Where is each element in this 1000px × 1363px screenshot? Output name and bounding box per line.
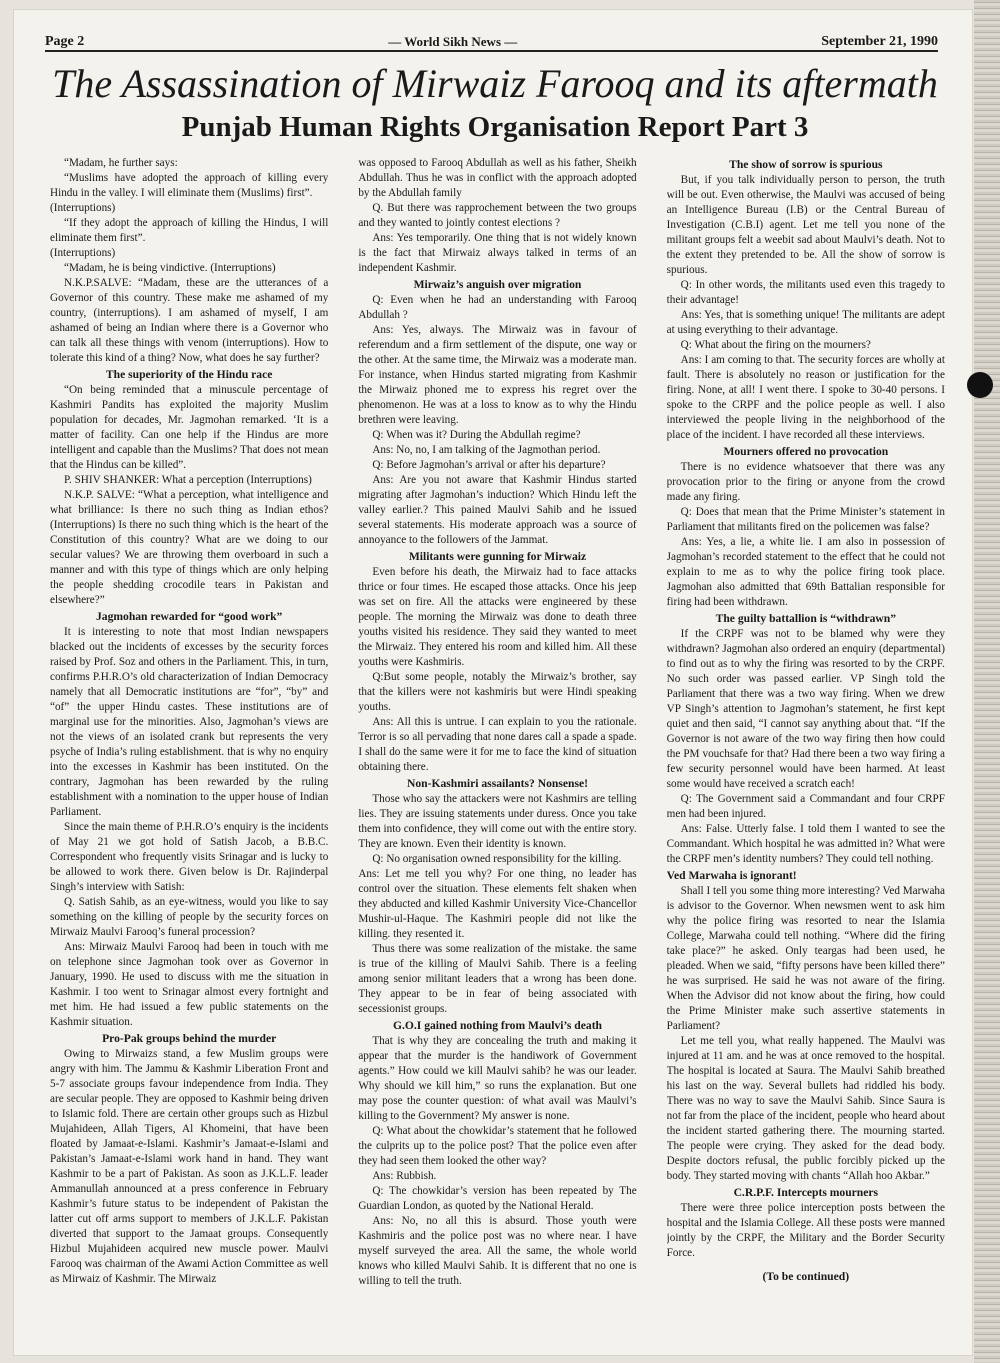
paragraph: P. SHIV SHANKER: What a perception (Interruptions) (64, 474, 312, 486)
paragraph: “Madam, he is being vindictive. (Interruptions) (64, 262, 276, 274)
publication-name: — World Sikh News — (388, 34, 518, 49)
section-heading: Jagmohan rewarded for “good work” (95, 610, 283, 623)
running-header (45, 24, 938, 52)
binding-edge (974, 0, 1000, 1363)
section-heading: Pro-Pak groups behind the murder (102, 1032, 277, 1045)
paragraph: Those who say the attackers were not Kashmirs are telling lies. They are issuing statements under duress. Once you take them into confidence, they will come out with the entire story. They are known. Even their identity is known. (358, 793, 637, 850)
punch-hole (967, 372, 993, 398)
paragraph: Shall I tell you some thing more interesting? Ved Marwaha is advisor to the Governor. When newsmen went to ask him why the police firing was resorted to near the Islamia College, Marwaha could tell nothing. “Where did the firing take place?” he asked. Only teargas had been used, he pleaded. When we said, “fifty persons have been killed there” he was surprised. He said he was not aware of the firing. When the Advisor did not know about the firing, how could the Prime Minister make such assertive statements in Parliament? (666, 885, 945, 1032)
paragraph: Ans: Yes, that is something unique! The militants are adept at using everything to their advantage. (666, 309, 945, 336)
paragraph: Ans: No, no, I am talking of the Jagmothan period. (372, 444, 601, 456)
section-heading: Ved Marwaha is ignorant! (666, 869, 797, 882)
headline-block (30, 60, 960, 144)
column-2 (358, 156, 636, 1336)
paragraph: But, if you talk individually person to person, the truth will be out. Even otherwise, the Maulvi was accused of being an Intelligence Bureau (I.B) or the Central Bureau of Investigation (C.B.I) agent. Let me tell you none of the militant groups felt a weebit sad about Maulvi’s death. Not to the extent they pretended to be. All the show of sorrow is spurious. (666, 174, 945, 276)
column-1 (50, 156, 328, 1336)
paragraph: “If they adopt the approach of killing the Hindus, I will eliminate them first”. (50, 217, 329, 244)
section-heading: Non-Kashmiri assailants? Nonsense! (406, 777, 588, 790)
paragraph: Even before his death, the Mirwaiz had to face attacks thrice or four times. He escaped those attacks. Once his jeep was set on fire. All the attacks were engineered by these people. The morning the Mirwaiz was done to death three youths visited his residence. They said they wanted to meet the Mirwaiz. They entered his room and killed him. All these youths were Kashmiris. (358, 566, 637, 668)
section-heading: The superiority of the Hindu race (105, 368, 273, 381)
article-title: The Assassination of Mirwaiz Farooq and its aftermath (52, 61, 938, 106)
issue-date: September 21, 1990 (821, 34, 938, 49)
paragraph: Owing to Mirwaizs stand, a few Muslim groups were angry with him. The Jammu & Kashmir Liberation Front and 5-7 associate groups favour independence from India. They are secular people. They are opposed to Kashmir being driven to Islamic fold. There are certain other groups such as Hizbul Mujahideen, Allah Tigers, Al Khomeini, that have been floated by Jamaat-e-Islami. Kashmir’s Jamaat-e-Islami and Pakistan’s Jamaat-e-Islami work hand in hand. They want Kashmir to be a part of Pakistan. As soon as J.K.L.F. leader Ammanullah announced at a press conference in February Kashmir’s future status to be independent of Pakistan the latter cut off arms support to members of J.K.L.F. Pakistan diverted that support to the Jamaat groups. Consequently Hizbul Mujahideen acquired new muscle power. Maulvi Farooq was chairman of the Awami Action Committee as well as Mirwaiz of Kashmir. The Mirwaiz (50, 1048, 329, 1285)
continued-note: (To be continued) (762, 1270, 850, 1283)
section-heading: The guilty battallion is “withdrawn” (715, 612, 897, 625)
paragraph: Since the main theme of P.H.R.O’s enquiry is the incidents of May 21 we got hold of Satish Jacob, a B.B.C. Correspondent who frequently visits Srinagar and is lucky to be allowed to work there. Given below is Dr. Rajinderpal Singh’s interview with Satish: (50, 821, 329, 893)
paragraph: Ans: False. Utterly false. I told them I wanted to see the Commandant. Which hospital he was admitted in? What were the CRPF men’s identity numbers? They could tell nothing. (666, 823, 945, 865)
paragraph: Q: No organisation owned responsibility for the killing. (372, 853, 622, 865)
paragraph: If the CRPF was not to be blamed why were they withdrawn? Jagmohan also ordered an enquiry (departmental) to find out as to why the firing was resorted to by the CRPF. No such order was passed earlier. VP Singh told the Parliament that there was a two way firing. When we drew VP Singh’s attention to Jagmohan’s statement, he first kept quiet and then said, “I cannot say anything about that. “If the Governor is not aware of the two way firing then how could the PM vouchsafe for that? Had there been a two way firing a few security personnel would have been harmed. At least some would have received a scratch each! (666, 628, 945, 790)
article-subtitle: Punjab Human Rights Organisation Report Part 3 (181, 111, 809, 143)
paragraph: Ans: Let me tell you why? For one thing, no leader has control over the situation. These elements felt shaken when they abducted and killed Kashmir University Vice-Chancellor Mushir-ul-Haque. The Kashmiri people did not like the killing. they resented it. (358, 868, 637, 940)
paragraph: Ans: All this is untrue. I can explain to you the rationale. Terror is so all pervading that none dares call a spade a spade. I shall do the same were it for me to face the kind of situation obtaining there. (358, 716, 637, 773)
paragraph: Q: What about the firing on the mourners? (680, 339, 871, 351)
paragraph: Q: The Government said a Commandant and four CRPF men had been injured. (666, 793, 945, 820)
paragraph: Let me tell you, what really happened. The Maulvi was injured at 11 am. and he was at once removed to the hospital. The hospital is located at Saura. The Maulvi Sahib breathed his last on the way. Several bullets had riddled his body. There was no way to save the Maulvi Sahib. Since Saura is not far from the place of the incident, people who heard about the incident started gathering there. The mourning started. The people were crying. They asked for the dead body. Despite doctors refusal, the public forcibly picked up the body. They started moving with chants “Allah hoo Akbar.” (666, 1035, 945, 1182)
section-heading: Mourners offered no provocation (723, 445, 889, 458)
paragraph: Ans: I am coming to that. The security forces are wholly at fault. There is absolutely no reason or justification for the firing. None, at all! I went there. I spoke to 30-40 persons. I spoke to the CRPF and the police people as well. I also interviewed the people living in the neighborhood of the place of the incident. I have recorded all these interviews. (666, 354, 945, 441)
paragraph: Ans: Yes temporarily. One thing that is not widely known is the fact that Mirwaiz always talked in terms of an independent Kashmir. (358, 232, 637, 274)
paragraph: Q:But some people, notably the Mirwaiz’s brother, say that the killers were not kashmiris but were Hindi speaking youths. (358, 671, 637, 713)
paragraph: Ans: Rubbish. (372, 1170, 437, 1182)
paragraph: N.K.P. SALVE: “What a perception, what intelligence and what brilliance: Is there no such thing as Indian ethos? (Interruptions) Is there no such thing which is the heart of the Constitution of this country? What are we doing to our secular values? We are throwing them overboard in such a manner and with this type of things which are only helping the people shedding crocodile tears in Pakistan and elsewhere?” (50, 489, 329, 606)
paragraph: Ans: No, no all this is absurd. Those youth were Kashmiris and the police post was no where near. I have myself surveyed the area. All the same, the whole world knows who killed Maulvi Sahib. It is different that no one is willing to tell the truth. (358, 1215, 637, 1287)
paragraph: Q: When was it? During the Abdullah regime? (372, 429, 581, 441)
paragraph: Q: Even when he had an understanding with Farooq Abdullah ? (358, 294, 637, 321)
paragraph: Q: Does that mean that the Prime Minister’s statement in Parliament that militants fired on the policemen was false? (666, 506, 945, 533)
article-columns (50, 156, 945, 1336)
paragraph: Ans: Yes, always. The Mirwaiz was in favour of referendum and a firm settlement of the dispute, one way or the other. At the same time, the Mirwaiz was a moderate man. For instance, when Hindus started migrating from Kashmir the Mirwaiz phoned me to express his regret over the phenomenon. He was at a loss to know as to why the Hindu brethren were leaving. (358, 324, 637, 426)
paragraph: Q: What about the chowkidar’s statement that he followed the culprits up to the police post? That the police even after they had seen them looked the other way? (358, 1125, 637, 1167)
paragraph: Ans: Mirwaiz Maulvi Farooq had been in touch with me on telephone since Jagmohan took over as Governor in January, 1990. He used to discuss with me the situation in Kashmir. I too went to Srinagar almost every fortnight and met him. He had issued a few public statements on the Kashmir situation. (50, 941, 329, 1028)
paragraph: “On being reminded that a minuscule percentage of Kashmiri Pandits has exploited the majority Muslim population for decades, Mr. Jagmohan remarked. ‘It is a matter of facility. Can one help if the Hindus are more intelligent and capable than the Muslims? That does not mean that the Hindus can be killed”. (50, 384, 329, 471)
paragraph: “Muslims have adopted the approach of killing every Hindu in the valley. I will eliminate them (Muslims) first”. (50, 172, 329, 199)
paragraph: N.K.P.SALVE: “Madam, these are the utterances of a Governor of this country. These make me ashamed of my country, (interruptions). I am ashamed of myself, I am ashamed of being an Indian where there is a Governor who can talk all these things with venom (interruptions). How to tolerate this kind of a thing? Now, what does he say further? (50, 277, 329, 364)
section-heading: C.R.P.F. Intercepts mourners (733, 1186, 879, 1199)
page-number: Page 2 (45, 34, 85, 49)
paragraph: Q. Satish Sahib, as an eye-witness, would you like to say something on the killing of people by the security forces on Mirwaiz Maulvi Farooq’s funeral procession? (50, 896, 329, 938)
paragraph: (Interruptions) (50, 247, 116, 259)
paragraph: Q. But there was rapprochement between the two groups and they wanted to jointly contest elections ? (358, 202, 637, 229)
paragraph: Thus there was some realization of the mistake. the same is true of the killing of Maulvi Sahib. There is a feeling among senior militant leaders that a wrong has been done. They appear to be in fear of being associated with secessionist groups. (358, 943, 637, 1015)
paragraph: Ans: Are you not aware that Kashmir Hindus started migrating after Jagmohan’s induction? Which Hindu left the valley earlier.? This pained Maulvi Sahib and he issued several statements. His moderate approach was a source of annoyance to the followers of the Jammat. (358, 474, 637, 546)
section-heading: Militants were gunning for Mirwaiz (408, 550, 587, 563)
paragraph: Q: Before Jagmohan’s arrival or after his departure? (372, 459, 606, 471)
section-heading: The show of sorrow is spurious (729, 158, 883, 171)
paragraph: “Madam, he further says: (64, 157, 178, 169)
paragraph: Q: The chowkidar’s version has been repeated by The Guardian London, as quoted by the National Herald. (358, 1185, 637, 1212)
paragraph: Q: In other words, the militants used even this tragedy to their advantage! (666, 279, 945, 306)
paragraph: It is interesting to note that most Indian newspapers blacked out the incidents of excesses by the security forces raised by Prof. Soz and others in the Parliament. This, in turn, confirms P.H.R.O’s old characterization of Indian Democracy namely that all Democratic institutions are “for”, “by” and “of” the upper Hindu castes. These institutions are of marginal use for the minorities. Also, Jagmohan’s views are not the views of an isolated crank but represents the very psyche of India’s ruling establishment. that is why no enquiry into the excesses in Kashmir has been instituted. On the contrary, Jagmohan has been rewarded by the ruling establishment with a nomination to the upper house of Indian Parliament. (50, 626, 329, 818)
paragraph: was opposed to Farooq Abdullah as well as his father, Sheikh Abdullah. Thus he was in conflict with the approach adopted by the Abdullah family (358, 157, 637, 199)
section-heading: G.O.I gained nothing from Maulvi’s death (392, 1019, 603, 1032)
paragraph: (Interruptions) (50, 202, 116, 214)
column-3 (667, 156, 945, 1336)
paragraph: There were three police interception posts between the hospital and the Islamia College. All these posts were manned jointly by the CRPF, the Military and the Border Security Force. (666, 1202, 945, 1259)
section-heading: Mirwaiz’s anguish over migration (413, 278, 582, 291)
paragraph: That is why they are concealing the truth and making it appear that the murder is the handiwork of Government agents.” How could we kill Maulvi sahib? he was our leader. Why should we kill him,” so runs the explanation. But one may pose the counter question: of what avail was Maulvi’s killing to the Government? My answer is none. (358, 1035, 637, 1122)
paragraph: There is no evidence whatsoever that there was any provocation prior to the firing or anyone from the crowd made any firing. (666, 461, 945, 503)
paragraph: Ans: Yes, a lie, a white lie. I am also in possession of Jagmohan’s recorded statement to the effect that he could not explain to me as to why the police firing took place. Jagmohan also admitted that 69th Battalian responsible for firing had been withdrawn. (666, 536, 945, 608)
